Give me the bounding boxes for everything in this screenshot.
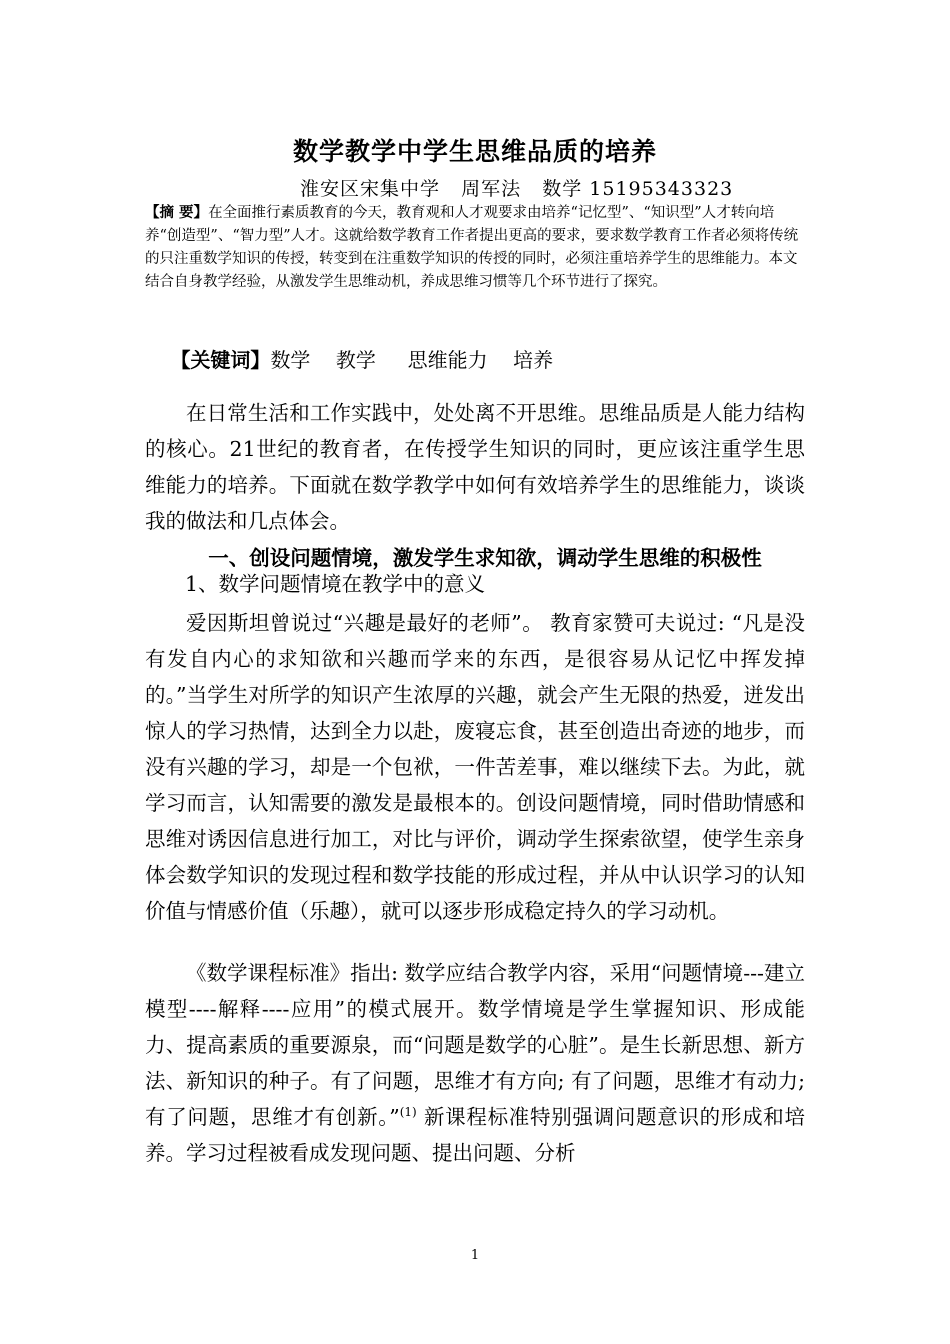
keywords-text: 数学 教学 思维能力 培养 (270, 348, 554, 372)
author-line: 淮安区宋集中学 周军法 数学 15195343323 (300, 178, 734, 200)
abstract-block (145, 202, 805, 294)
intro-paragraph: 在日常生活和工作实践中，处处离不开思维。思维品质是人能力结构的核心。21世纪的教育者，在传授学生知识的同时，更应该注重学生思维能力的培养。下面就在数学教学中如何有效培养学生的思维能力，谈谈我的做法和几点体会。 (145, 401, 805, 533)
document-title: 数学教学中学生思维品质的培养 (292, 137, 657, 166)
abstract-label: 【摘 要】 (145, 205, 209, 221)
section-heading: 一、创设问题情境，激发学生求知欲，调动学生思维的积极性 (208, 546, 762, 570)
footnote-reference: (1) (399, 1105, 417, 1120)
page-number: 1 (470, 1248, 480, 1263)
paragraph-text-part1: 《数学课程标准》指出: 数学应结合教学内容，采用“问题情境---建立模型----解释----应用”的模式展开。数学情境是学生掌握知识、形成能力、提高素质的重要源泉，而“问题是数学的心脏”。是生长新思想、新方法、新知识的种子。有了问题，思维才有方向; 有了问题，思维才有动力; 有了问题，思维才有创新。” (145, 961, 805, 1129)
subsection-title: 1、数学问题情境在教学中的意义 (185, 572, 486, 596)
keywords-line (145, 320, 553, 397)
paragraph-text-part2: 新课程标准特别强调问题意识的形成和培养。学习过程被看成发现问题、提出问题、分析 (145, 1105, 805, 1165)
abstract-text: 在全面推行素质教育的今天，教育观和人才观要求由培养“记忆型”、“知识型”人才转向培养“创造型”、“智力型”人才。这就给数学教育工作者提出更高的要求，要求数学教育工作者必须将传统的只注重数学知识的传授，转变到在注重数学知识的传授的同时，必须注重培养学生的思维能力。本文结合自身教学经验，从激发学生思维动机，养成思维习惯等几个环节进行了探究。 (145, 205, 799, 290)
body-paragraph: 爱因斯坦曾说过“兴趣是最好的老师”。 教育家赞可夫说过: “凡是没有发自内心的求知欲和兴趣而学来的东西，是很容易从记忆中挥发掉的。”当学生对所学的知识产生浓厚的兴趣，就会产生无限的热爱，迸发出惊人的学习热情，达到全力以赴，废寝忘食，甚至创造出奇迹的地步，而没有兴趣的学习，却是一个包袱，一件苦差事，难以继续下去。为此，就学习而言，认知需要的激发是最根本的。创设问题情境，同时借助情感和思维对诱因信息进行加工，对比与评价，调动学生探索欲望，使学生亲身体会数学知识的发现过程和数学技能的形成过程，并从中认识学习的认知价值与情感价值（乐趣），就可以逐步形成稳定持久的学习动机。 (145, 611, 805, 923)
keywords-label: 【关键词】 (170, 348, 271, 372)
body-paragraph-curriculum (145, 955, 805, 1171)
